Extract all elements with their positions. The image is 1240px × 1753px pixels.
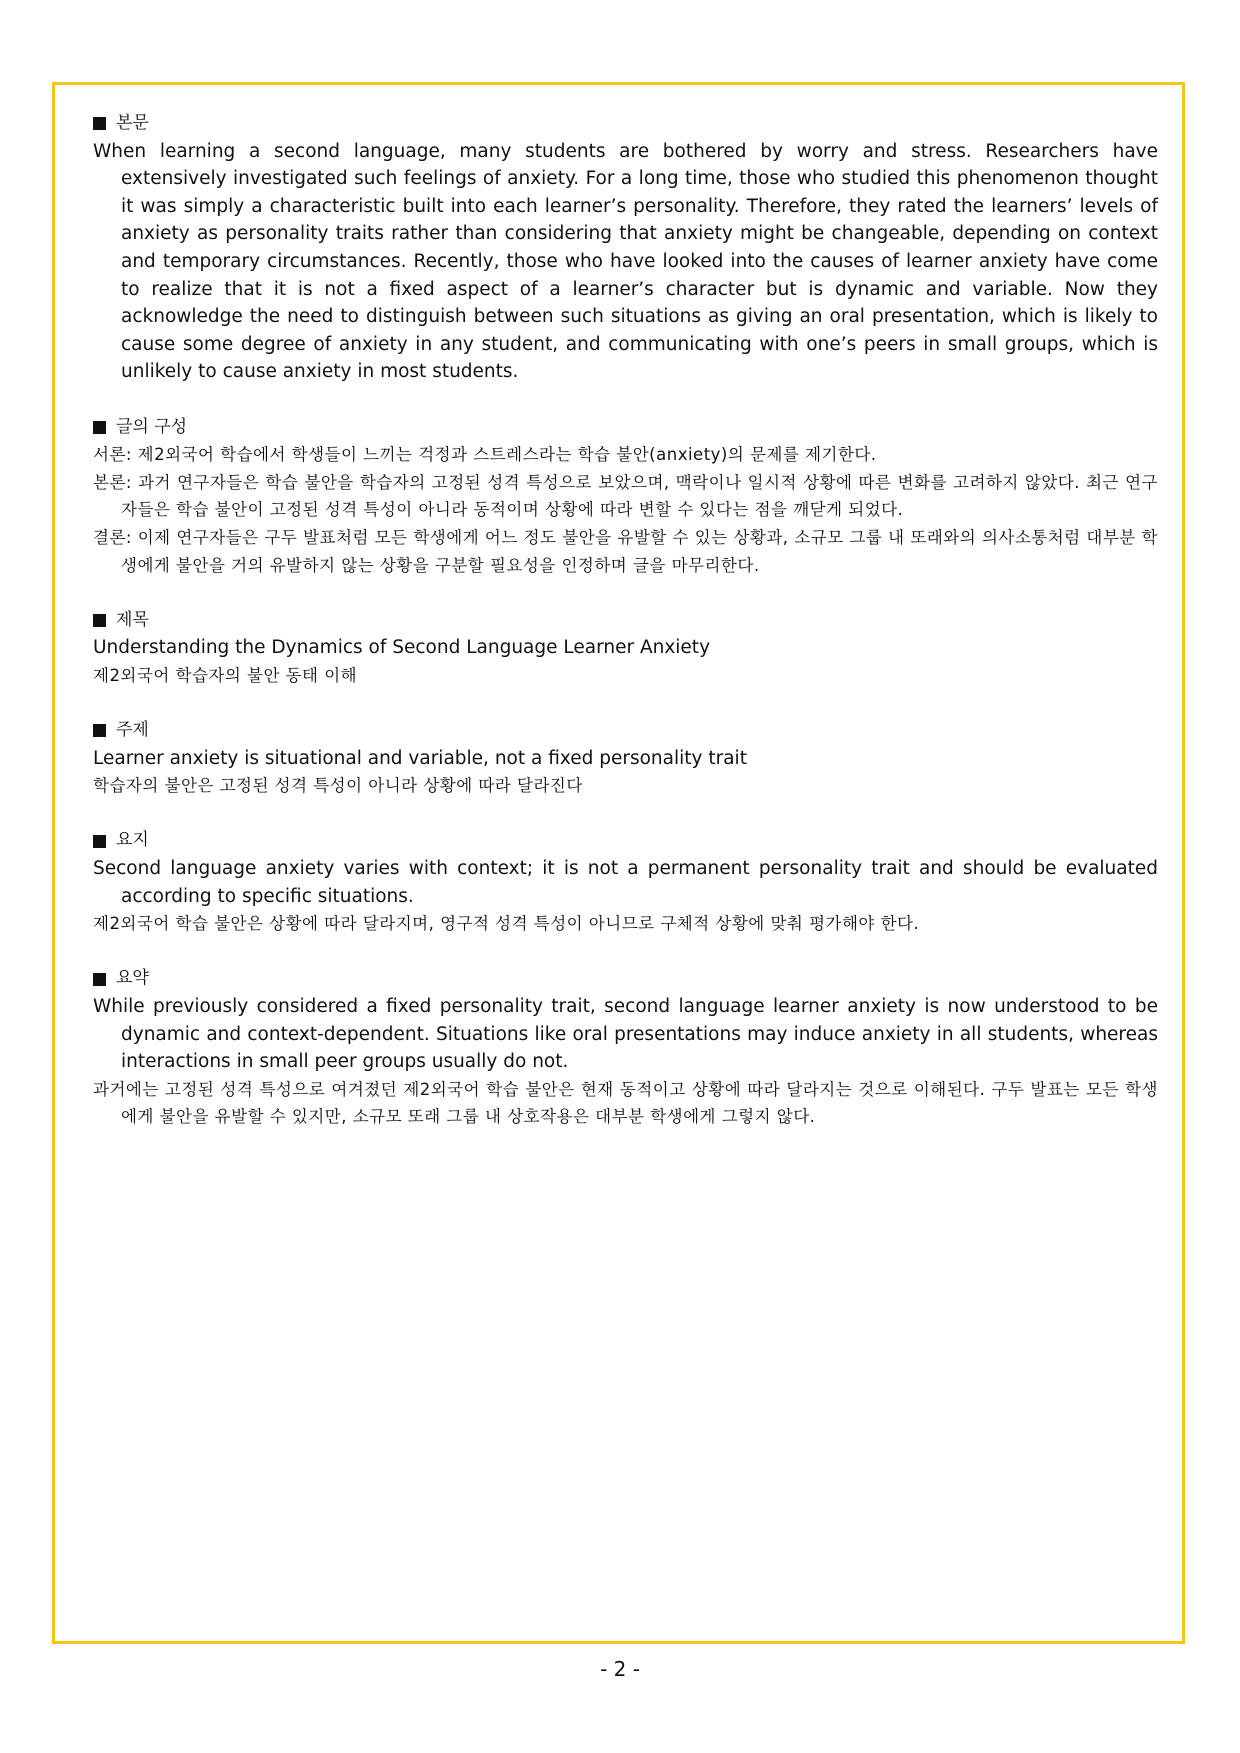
square-bullet-icon <box>93 421 106 434</box>
document-content <box>93 110 1158 1159</box>
section-topic <box>93 717 1158 800</box>
square-bullet-icon <box>93 614 106 627</box>
heading-label: 제목 <box>116 609 149 630</box>
gist-english: Second language anxiety varies with context; it is not a permanent personality trait and should be evaluated according to specific situations. <box>93 858 1158 907</box>
square-bullet-icon <box>93 117 106 130</box>
square-bullet-icon <box>93 835 106 848</box>
heading-label: 본문 <box>116 113 149 133</box>
page-number: - 2 - <box>600 1657 640 1681</box>
square-bullet-icon <box>93 973 106 986</box>
section-heading <box>93 414 1158 442</box>
section-body <box>93 110 1158 386</box>
structure-main: 본론: 과거 연구자들은 학습 불안을 학습자의 고정된 성격 특성으로 보았으며, 맥락이나 일시적 상황에 따른 변화를 고려하지 않았다. 최근 연구자들은 학습 불안이 고정된 성격 특성이 아니라 동적이며 상황에 따라 변할 수 있다는 점을 깨닫게 되었다. <box>93 472 1158 520</box>
heading-label: 글의 구성 <box>116 416 188 437</box>
topic-korean: 학습자의 불안은 고정된 성격 특성이 아니라 상황에 따라 달라진다 <box>93 776 583 796</box>
structure-conclusion: 결론: 이제 연구자들은 구두 발표처럼 모든 학생에게 어느 정도 불안을 유발할 수 있는 상황과, 소규모 그룹 내 또래와의 의사소통처럼 대부분 학생에게 불안을 거의 유발하지 않는 상황을 구분할 필요성을 인정하며 글을 마무리한다. <box>93 527 1158 575</box>
title-korean: 제2외국어 학습자의 불안 동태 이해 <box>93 665 358 685</box>
section-heading <box>93 607 1158 635</box>
section-heading <box>93 717 1158 745</box>
summary-korean: 과거에는 고정된 성격 특성으로 여겨졌던 제2외국어 학습 불안은 현재 동적이고 상황에 따라 달라지는 것으로 이해된다. 구두 발표는 모든 학생에게 불안을 유발할 수 있지만, 소규모 또래 그룹 내 상호작용은 대부분 학생에게 그렇지 않다. <box>93 1079 1158 1127</box>
title-english: Understanding the Dynamics of Second Language Learner Anxiety <box>93 637 711 659</box>
section-heading <box>93 110 1158 138</box>
section-structure <box>93 414 1158 580</box>
structure-intro: 서론: 제2외국어 학습에서 학생들이 느끼는 걱정과 스트레스라는 학습 불안(anxiety)의 문제를 제기한다. <box>93 445 877 465</box>
section-heading <box>93 965 1158 993</box>
section-gist <box>93 827 1158 937</box>
section-heading <box>93 827 1158 855</box>
heading-label: 요약 <box>116 968 149 989</box>
heading-label: 요지 <box>116 830 149 851</box>
heading-label: 주제 <box>116 720 149 741</box>
body-paragraph: When learning a second language, many students are bothered by worry and stress. Researchers have extensively investigated such feelings of anxiety. For a long time, those who studied this phenomenon thought it was simply a characteristic built into each learner’s personality. Therefore, they rated the learners’ levels of anxiety as personality traits rather than considering that anxiety might be changeable, depending on context and temporary circumstances. Recently, those who have looked into the causes of learner anxiety have come to realize that it is not a fixed aspect of a learner’s character but is dynamic and variable. Now they acknowledge the need to distinguish between such situations as giving an oral presentation, which is likely to cause some degree of anxiety in any student, and communicating with one’s peers in small groups, which is unlikely to cause anxiety in most students. <box>93 140 1158 383</box>
topic-english: Learner anxiety is situational and variable, not a fixed personality trait <box>93 747 747 769</box>
section-summary <box>93 965 1158 1131</box>
gist-korean: 제2외국어 학습 불안은 상황에 따라 달라지며, 영구적 성격 특성이 아니므로 구체적 상황에 맞춰 평가해야 한다. <box>93 914 920 934</box>
section-title <box>93 607 1158 690</box>
square-bullet-icon <box>93 724 106 737</box>
summary-english: While previously considered a fixed personality trait, second language learner anxiety is now understood to be dynamic and context-dependent. Situations like oral presentations may induce anxiety in all students, whereas interactions in small peer groups usually do not. <box>93 996 1158 1073</box>
